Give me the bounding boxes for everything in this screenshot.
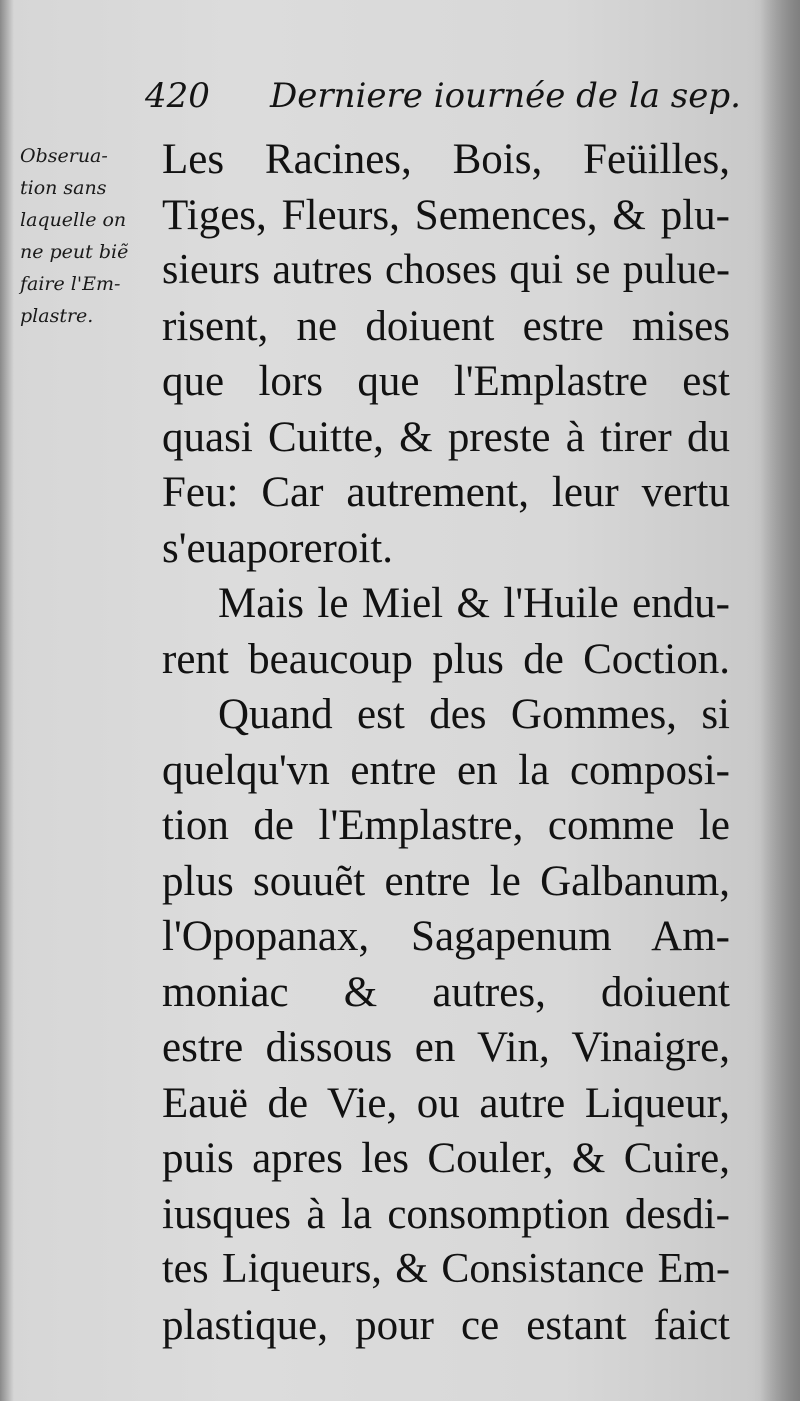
margin-note-line: plastre. (20, 305, 94, 327)
text-line: iusques à la consomption desdi- (162, 1190, 730, 1238)
text-line: que lors que l'Emplastre est (162, 358, 730, 405)
text-line: plus souuẽt entre le Galbanum, (162, 857, 730, 905)
page-header (145, 70, 741, 120)
text-line: l'Opopanax, Sagapenum Am- (162, 913, 730, 960)
text-line: Feu: Car autrement, leur vertu (162, 469, 730, 516)
text-line: quelqu'vn entre en la composi- (162, 746, 730, 794)
margin-note-line: ne peut biẽ (20, 241, 129, 263)
text-line: rent beaucoup plus de Coction. (162, 635, 730, 683)
text-line: puis apres les Couler, & Cuire, (162, 1135, 730, 1182)
text-line: Mais le Miel & l'Huile endu- (218, 580, 730, 627)
body-text (162, 132, 730, 1353)
text-line: tes Liqueurs, & Consistance Em- (162, 1246, 730, 1292)
margin-note-line: Obserua- (20, 145, 108, 167)
text-line: Les Racines, Bois, Feüilles, (162, 136, 730, 183)
margin-note-line: tion sans (20, 177, 107, 199)
text-line: risent, ne doiuent estre mises (162, 302, 730, 350)
text-line: plastique, pour ce estant faict (162, 1301, 730, 1349)
text-line: Quand est des Gommes, si (218, 691, 730, 738)
text-line: tion de l'Emplastre, comme le (162, 802, 730, 849)
page-right-shadow (760, 0, 800, 1401)
text-line: Tiges, Fleurs, Semences, & plu- (162, 191, 730, 239)
text-line: sieurs autres choses qui se pulue- (162, 247, 730, 293)
margin-note-line: faire l'Em- (20, 273, 121, 295)
text-line: quasi Cuitte, & preste à tirer du (162, 413, 730, 461)
running-title: Derniere iournée de la sep. (270, 76, 741, 116)
page-number: 420 (145, 76, 210, 116)
text-line: s'euaporeroit. (162, 524, 394, 572)
margin-note (20, 140, 160, 332)
text-line: estre dissous en Vin, Vinaigre, (162, 1024, 730, 1071)
text-line: Eauë de Vie, ou autre Liqueur, (162, 1079, 730, 1127)
margin-note-line: laquelle on (20, 209, 127, 231)
page-left-shadow (0, 0, 14, 1401)
text-line: moniac & autres, doiuent (162, 968, 730, 1016)
